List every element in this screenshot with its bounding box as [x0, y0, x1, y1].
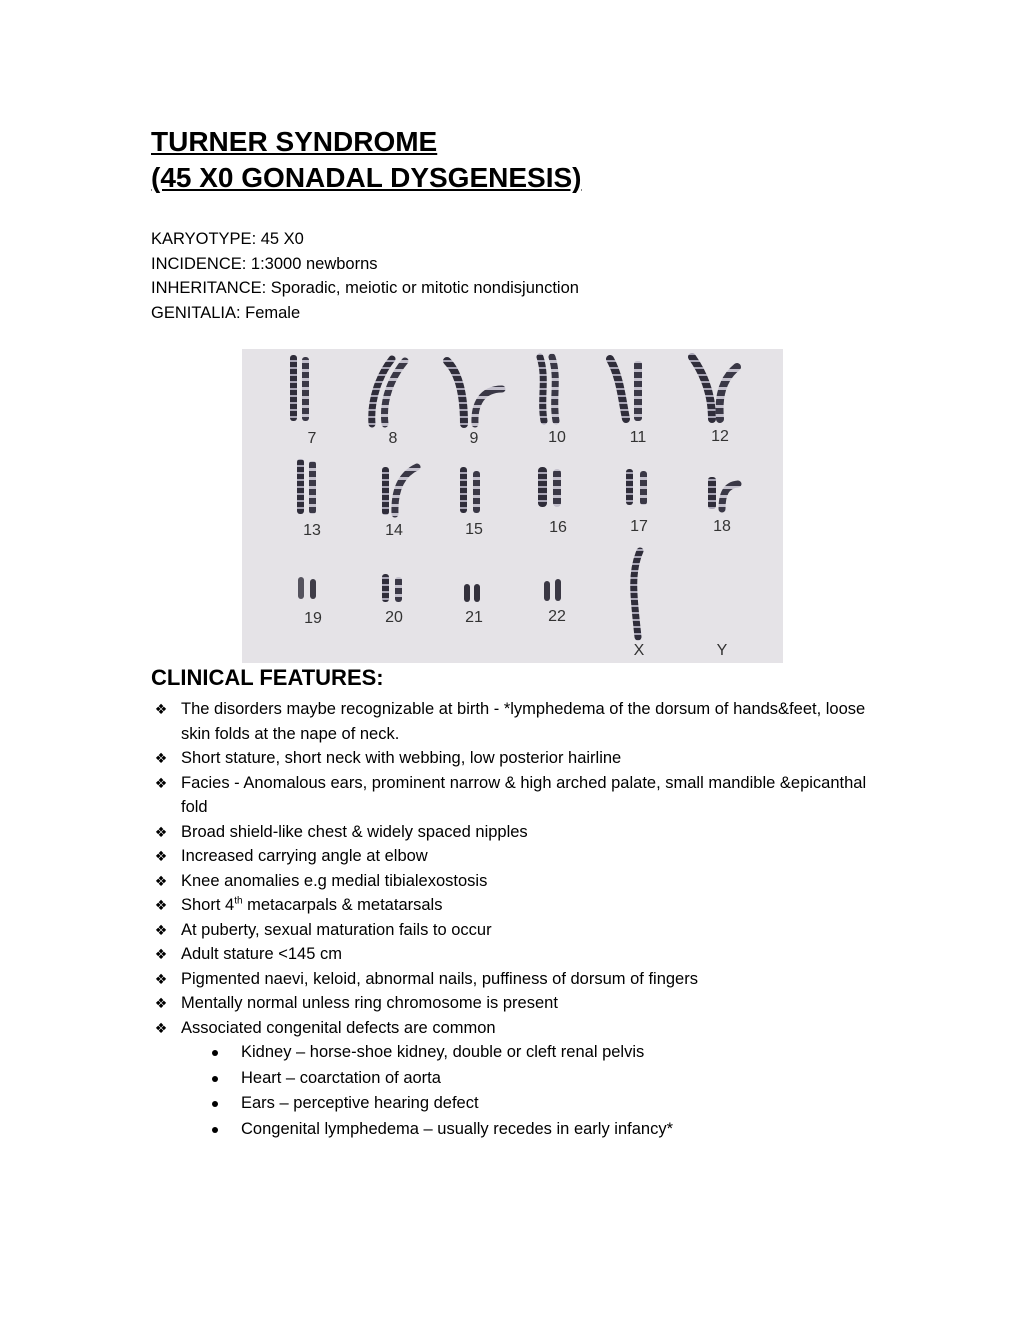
list-item	[151, 918, 871, 943]
list-item	[151, 869, 871, 894]
round-bullet-icon	[212, 1050, 218, 1056]
feature-text-metacarpal-pre: Short 4	[181, 896, 235, 914]
list-item	[151, 991, 871, 1016]
list-item	[151, 746, 871, 771]
chromosome-label-16: 16	[549, 519, 567, 536]
karyotype-line: KARYOTYPE: 45 X0	[151, 230, 304, 248]
chromosome-label-9: 9	[469, 430, 479, 447]
clinical-features-heading: CLINICAL FEATURES:	[151, 665, 384, 690]
list-item	[151, 893, 871, 918]
genitalia-line: GENITALIA: Female	[151, 303, 301, 322]
sub-item-text: Kidney – horse-shoe kidney, double or cleft renal pelvis	[241, 1043, 645, 1061]
feature-text: Facies - Anomalous ears, prominent narrow & high arched palate, small mandible &epicanthal fold	[181, 773, 867, 816]
chromosome-pair-22	[544, 579, 561, 601]
feature-text: Associated congenital defects are common	[181, 1018, 496, 1037]
chromosome-label-17: 17	[630, 518, 648, 535]
chromosome-pair-19	[298, 577, 316, 599]
chromosome-label-7: 7	[307, 430, 317, 447]
chromosome-label-x: X	[633, 642, 645, 659]
list-item	[151, 942, 871, 967]
sub-list-item	[181, 1066, 871, 1092]
diamond-bullet-icon: ❖	[154, 1019, 168, 1036]
chromosome-pair-7	[290, 355, 309, 421]
chromosome-pair-20	[382, 574, 402, 602]
info-block	[151, 227, 579, 325]
feature-text: Increased carrying angle at elbow	[181, 847, 428, 865]
karyotype-figure	[242, 349, 783, 663]
feature-text: Mentally normal unless ring chromosome is present	[181, 994, 558, 1012]
chromosome-x	[634, 551, 640, 637]
feature-text: Knee anomalies e.g medial tibialexostosis	[181, 871, 488, 890]
diamond-bullet-icon: ❖	[154, 872, 168, 889]
sub-item-text: Heart – coarctation of aorta	[241, 1068, 441, 1087]
list-item	[151, 697, 871, 746]
feature-text: At puberty, sexual maturation fails to occur	[181, 920, 492, 939]
diamond-bullet-icon: ❖	[154, 750, 168, 766]
sub-list-item	[181, 1040, 871, 1066]
chromosome-label-8: 8	[388, 430, 398, 447]
round-bullet-icon	[212, 1127, 218, 1133]
list-item	[151, 771, 871, 820]
diamond-bullet-icon: ❖	[154, 701, 168, 717]
feature-text: Adult stature <145 cm	[181, 945, 342, 963]
chromosome-label-14: 14	[385, 522, 403, 539]
chromosome-pair-11	[610, 359, 642, 421]
feature-text-metacarpal-post: metacarpals & metatarsals	[242, 896, 443, 914]
congenital-defects-sublist	[181, 1040, 871, 1142]
diamond-bullet-icon: ❖	[154, 921, 168, 938]
chromosome-label-20: 20	[385, 609, 403, 626]
inheritance-line: INHERITANCE: Sporadic, meiotic or mitotic nondisjunction	[151, 279, 579, 297]
chromosome-pair-16	[538, 467, 561, 507]
diamond-bullet-icon: ❖	[154, 946, 168, 962]
diamond-bullet-icon: ❖	[154, 995, 168, 1011]
feature-text: Short stature, short neck with webbing, low posterior hairline	[181, 749, 622, 767]
chromosome-pair-21	[464, 584, 480, 602]
diamond-bullet-icon: ❖	[154, 970, 168, 987]
chromosome-pair-9	[447, 361, 502, 424]
chromosome-pair-18	[708, 477, 738, 509]
chromosome-label-22: 22	[548, 608, 566, 625]
diamond-bullet-icon: ❖	[154, 774, 168, 791]
sub-item-text: Ears – perceptive hearing defect	[241, 1094, 479, 1112]
feature-text: Broad shield-like chest & widely spaced nipples	[181, 822, 528, 841]
round-bullet-icon	[212, 1101, 218, 1107]
chromosome-label-10: 10	[548, 429, 566, 446]
chromosome-pair-15	[460, 467, 480, 513]
chromosome-label-21: 21	[465, 609, 483, 626]
round-bullet-icon	[212, 1076, 218, 1082]
chromosome-label-19: 19	[304, 610, 322, 627]
chromosome-label-11: 11	[629, 429, 647, 446]
superscript-th: th	[234, 895, 243, 907]
chromosome-pair-12	[692, 357, 737, 419]
chromosome-label-12: 12	[711, 428, 729, 445]
diamond-bullet-icon: ❖	[154, 897, 168, 913]
list-item	[151, 967, 871, 992]
feature-text: The disorders maybe recognizable at birth - *lymphedema of the dorsum of hands&feet, loose skin folds at the nape of neck.	[181, 700, 866, 743]
page-title	[151, 124, 581, 196]
feature-text: Pigmented naevi, keloid, abnormal nails, puffiness of dorsum of fingers	[181, 969, 698, 988]
diamond-bullet-icon: ❖	[154, 848, 168, 864]
sub-list-item	[181, 1091, 871, 1117]
chromosome-pair-8	[372, 359, 405, 424]
incidence-line: INCIDENCE: 1:3000 newborns	[151, 254, 378, 273]
title-line-1: TURNER SYNDROME	[151, 126, 438, 157]
list-item	[151, 844, 871, 869]
list-item	[151, 820, 871, 845]
chromosome-pair-13	[297, 459, 316, 514]
list-item	[151, 1016, 871, 1143]
chromosome-label-18: 18	[713, 518, 731, 535]
title-line-2: (45 X0 GONADAL DYSGENESIS)	[151, 162, 582, 193]
karyotype-image	[242, 349, 783, 663]
clinical-features-list	[151, 697, 871, 1142]
chromosome-label-y: Y	[716, 642, 728, 659]
chromosome-pair-17	[626, 469, 647, 505]
chromosome-pair-14	[382, 467, 417, 515]
chromosome-pair-10	[540, 357, 556, 421]
chromosome-label-13: 13	[303, 522, 321, 539]
diamond-bullet-icon: ❖	[154, 823, 168, 840]
sub-list-item	[181, 1117, 871, 1143]
chromosome-label-15: 15	[465, 521, 483, 538]
sub-item-text: Congenital lymphedema – usually recedes in early infancy*	[241, 1119, 673, 1138]
